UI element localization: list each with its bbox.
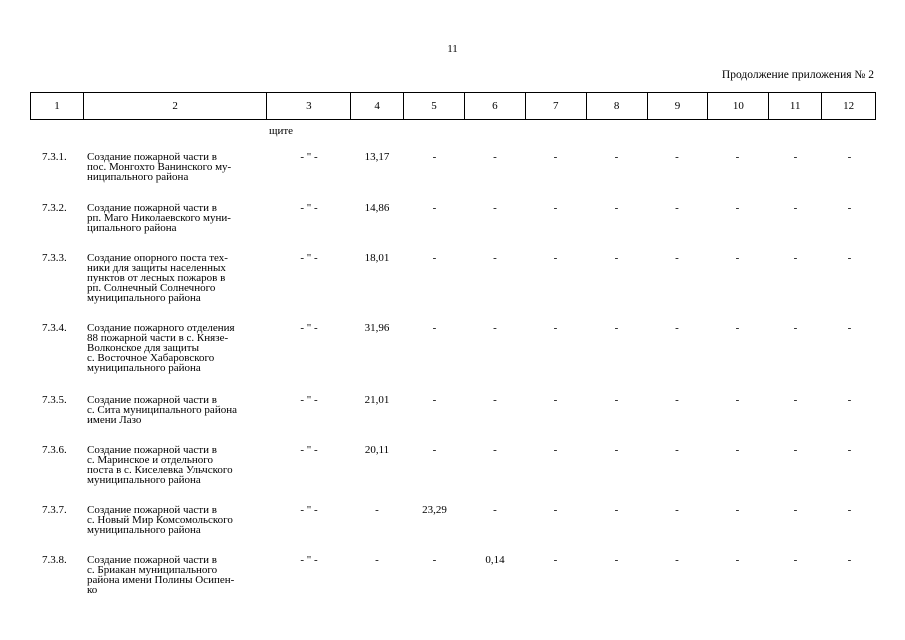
carryover-text: щите (269, 125, 294, 137)
row-col-6: - (493, 252, 497, 264)
row-col-11: - (793, 202, 798, 214)
header-col-5: 5 (404, 93, 465, 119)
row-col-5: - (432, 322, 437, 334)
row-col-12: - (847, 322, 852, 334)
row-description (87, 203, 277, 233)
row-col-12: - (847, 151, 852, 163)
description-line: рп. Солнечный Солнечного (87, 282, 216, 294)
row-number: 7.3.4. (42, 322, 67, 334)
row-col-6: - (493, 202, 497, 214)
row-col-7: - (553, 322, 558, 334)
row-col-8: - (614, 202, 619, 214)
row-col-3: - " - (300, 252, 318, 264)
description-line: поста в с. Киселевка Ульчского (87, 464, 233, 476)
table-header (30, 92, 876, 120)
row-col-7: - (553, 554, 558, 566)
row-col-11: - (793, 151, 798, 163)
description-line: ципального района (87, 222, 177, 234)
description-line: Создание пожарной части в (87, 504, 217, 516)
row-col-3: - " - (300, 151, 318, 163)
row-col-8: - (614, 444, 619, 456)
row-col-7: - (553, 504, 558, 516)
row-col-6: - (493, 394, 497, 406)
row-col-6: - (493, 151, 497, 163)
description-line: рп. Маго Николаевского муни- (87, 212, 231, 224)
row-col-8: - (614, 554, 619, 566)
row-col-11: - (793, 504, 798, 516)
continuation-label: Продолжение приложения № 2 (721, 69, 874, 81)
description-line: ники для защиты населенных (87, 262, 226, 274)
header-col-10: 10 (708, 93, 769, 119)
row-col-10: - (735, 394, 740, 406)
row-description (87, 445, 277, 485)
row-col-8: - (614, 504, 619, 516)
description-line: Создание пожарной части в (87, 202, 217, 214)
row-col-7: - (553, 252, 558, 264)
row-col-10: - (735, 202, 740, 214)
row-col-12: - (847, 252, 852, 264)
description-line: района имени Полины Осипен- (87, 574, 235, 586)
row-col-11: - (793, 554, 798, 566)
header-col-11: 11 (769, 93, 822, 119)
row-description (87, 152, 277, 182)
row-col-6: - (493, 444, 497, 456)
description-line: с. Восточное Хабаровского (87, 352, 215, 364)
description-line: муниципального района (87, 524, 201, 536)
description-line: с. Бриакан муниципального (87, 564, 218, 576)
header-col-8: 8 (587, 93, 648, 119)
description-line: Создание пожарной части в (87, 394, 217, 406)
header-col-12: 12 (843, 100, 855, 112)
row-number: 7.3.7. (42, 504, 67, 516)
description-line: ко (87, 584, 98, 596)
row-col-5: - (432, 151, 437, 163)
page-number: 11 (447, 43, 458, 55)
row-col-5: - (432, 394, 437, 406)
row-col-11: - (793, 394, 798, 406)
row-col-12: - (847, 504, 852, 516)
description-line: Волконское для защиты (87, 342, 199, 354)
row-col-7: - (553, 202, 558, 214)
row-col-4: 18,01 (364, 252, 390, 264)
description-line: имени Лазо (87, 414, 142, 426)
description-line: ниципального района (87, 171, 189, 183)
row-col-5: 23,29 (422, 504, 447, 516)
row-number: 7.3.6. (42, 444, 67, 456)
row-number: 7.3.5. (42, 394, 67, 406)
row-description (87, 323, 277, 373)
row-col-6: 0,14 (485, 554, 505, 566)
row-col-9: - (675, 252, 679, 264)
description-line: с. Новый Мир Комсомольского (87, 514, 233, 526)
row-col-4: 31,96 (364, 322, 390, 334)
row-col-5: - (432, 252, 437, 264)
row-col-9: - (675, 151, 679, 163)
row-col-4: - (375, 554, 379, 566)
row-col-10: - (735, 151, 740, 163)
header-col-1: 1 (31, 93, 84, 119)
row-col-3: - " - (300, 394, 318, 406)
row-col-4: 20,11 (364, 444, 390, 456)
row-col-8: - (614, 252, 619, 264)
header-col-3: 3 (267, 93, 351, 119)
row-col-12: - (847, 444, 852, 456)
description-line: муниципального района (87, 474, 201, 486)
row-number: 7.3.1. (42, 151, 67, 163)
row-col-12: - (847, 202, 852, 214)
row-col-9: - (675, 554, 679, 566)
row-col-3: - " - (300, 504, 318, 516)
row-number: 7.3.3. (42, 252, 67, 264)
row-col-7: - (553, 444, 558, 456)
row-col-3: - " - (300, 554, 318, 566)
description-line: муниципального района (87, 292, 201, 304)
header-col-9: 9 (648, 93, 709, 119)
row-col-4: 13,17 (364, 151, 390, 163)
row-col-7: - (553, 394, 558, 406)
row-col-9: - (675, 202, 679, 214)
header-col-6: 6 (465, 93, 526, 119)
row-col-5: - (432, 554, 437, 566)
row-col-3: - " - (300, 322, 318, 334)
row-col-11: - (793, 444, 798, 456)
description-line: с. Сита муниципального района (87, 404, 237, 416)
row-col-9: - (675, 444, 679, 456)
description-line: Создание пожарной части в (87, 151, 217, 163)
row-number: 7.3.8. (42, 554, 67, 566)
row-col-6: - (493, 322, 497, 334)
row-col-8: - (614, 151, 619, 163)
row-description (87, 505, 277, 535)
header-col-7: 7 (526, 93, 587, 119)
row-col-12: - (847, 554, 852, 566)
row-col-3: - " - (300, 202, 318, 214)
description-line: Создание опорного поста тех- (87, 252, 228, 264)
row-col-9: - (675, 504, 679, 516)
row-col-5: - (432, 202, 437, 214)
row-col-6: - (493, 504, 497, 516)
row-number: 7.3.2. (42, 202, 67, 214)
row-description (87, 253, 277, 303)
row-col-10: - (735, 444, 740, 456)
row-col-11: - (793, 252, 798, 264)
row-description (87, 555, 277, 595)
description-line: пос. Монгохто Ванинского му- (87, 161, 232, 173)
description-line: 88 пожарной части в с. Князе- (87, 332, 229, 344)
row-description (87, 395, 277, 425)
description-line: пунктов от лесных пожаров в (87, 272, 226, 284)
row-col-7: - (553, 151, 558, 163)
description-line: Создание пожарной части в (87, 444, 217, 456)
row-col-10: - (735, 504, 740, 516)
row-col-11: - (793, 322, 798, 334)
row-col-3: - " - (300, 444, 318, 456)
row-col-5: - (432, 444, 437, 456)
header-col-4: 4 (351, 93, 404, 119)
description-line: муниципального района (87, 362, 201, 374)
header-col-2: 2 (84, 93, 268, 119)
description-line: Создание пожарного отделения (87, 322, 235, 334)
row-col-9: - (675, 322, 679, 334)
row-col-10: - (735, 322, 740, 334)
row-col-8: - (614, 394, 619, 406)
row-col-12: - (847, 394, 852, 406)
row-col-10: - (735, 554, 740, 566)
row-col-8: - (614, 322, 619, 334)
description-line: Создание пожарной части в (87, 554, 217, 566)
description-line: с. Маринское и отдельного (87, 454, 214, 466)
row-col-4: 14,86 (364, 202, 390, 214)
row-col-10: - (735, 252, 740, 264)
row-col-4: - (375, 504, 379, 516)
row-col-9: - (675, 394, 679, 406)
row-col-4: 21,01 (364, 394, 390, 406)
